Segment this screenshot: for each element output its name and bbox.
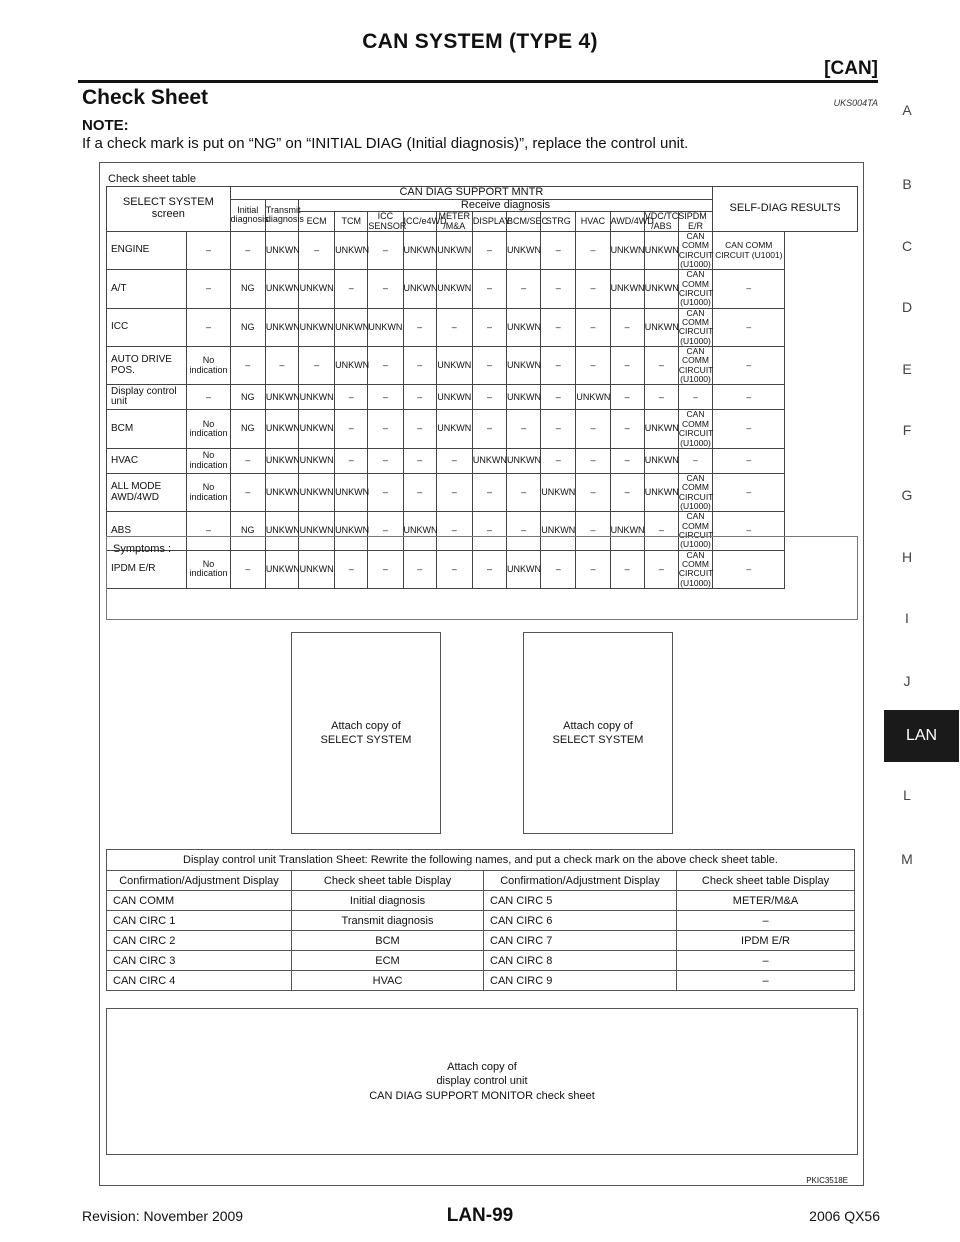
receive-cell: UNKWN <box>298 385 334 410</box>
side-index-letter[interactable]: A <box>902 102 912 118</box>
receive-cell: UNKWN <box>507 448 541 473</box>
self-diag-cell: – <box>678 448 712 473</box>
side-index-letter[interactable]: E <box>902 361 912 377</box>
self-diag-cell: – <box>713 270 785 308</box>
footer-revision: Revision: November 2009 <box>82 1208 244 1224</box>
self-diag-cell: CAN COMM CIRCUIT (U1000) <box>678 230 714 269</box>
receive-cell: – <box>368 347 403 385</box>
receive-cell: – <box>403 347 436 385</box>
receive-cell: – <box>610 308 644 346</box>
receive-cell: UNKWN <box>576 385 610 410</box>
page-number: LAN-99 <box>446 1205 514 1226</box>
receive-cell: – <box>472 550 506 588</box>
self-diag-cell: – <box>713 512 785 550</box>
receive-cell: – <box>576 448 610 473</box>
receive-cell: – <box>436 550 472 588</box>
receive-cell: – <box>610 473 644 511</box>
receive-cell: – <box>298 231 334 269</box>
receive-cell: – <box>403 308 436 346</box>
receive-cell: UNKWN <box>541 473 576 511</box>
receive-cell: – <box>610 385 644 410</box>
confirmation-display-cell: CAN CIRC 1 <box>107 911 292 931</box>
receive-cell: – <box>335 410 368 448</box>
self-diag-cell: – <box>713 473 785 511</box>
receive-cell: UNKWN <box>403 512 436 550</box>
receive-cell: UNKWN <box>436 410 472 448</box>
initial-diag-cell: No indication <box>187 347 230 385</box>
receive-cell: – <box>368 550 403 588</box>
receive-cell: UNKWN <box>335 512 368 550</box>
receive-cell: – <box>472 308 506 346</box>
check-sheet-display-cell: METER/M&A <box>677 891 855 911</box>
system-name: IPDM E/R <box>107 550 187 588</box>
transmit-diag-cell: – <box>230 448 265 473</box>
check-sheet-display-cell: HVAC <box>292 971 484 991</box>
receive-cell: – <box>368 231 403 269</box>
receive-cell: – <box>541 347 576 385</box>
receive-cell: – <box>472 385 506 410</box>
receive-cell: – <box>541 231 576 269</box>
receive-cell: – <box>507 270 541 308</box>
check-sheet-display-cell: – <box>677 911 855 931</box>
transmit-diag-header: Transmit diagnosis <box>265 199 298 231</box>
receive-column-header: ECM <box>298 212 334 232</box>
initial-diag-cell: No indication <box>187 448 230 473</box>
receive-column-header: DISPLAY <box>472 212 506 232</box>
attach-left-text: Attach copy of SELECT SYSTEM <box>320 719 412 746</box>
receive-cell: UNKWN <box>507 308 541 346</box>
check-row <box>107 308 858 346</box>
receive-cell: UNKWN <box>610 512 644 550</box>
receive-cell: – <box>644 347 678 385</box>
system-name: ENGINE <box>107 231 187 269</box>
receive-cell: UNKWN <box>507 385 541 410</box>
receive-column-header: TCM <box>335 212 368 232</box>
confirmation-display-cell: CAN CIRC 5 <box>484 891 677 911</box>
receive-cell: – <box>472 347 506 385</box>
receive-cell: UNKWN <box>644 231 678 269</box>
translation-header: Check sheet table Display <box>292 871 484 891</box>
self-diag-cell: CAN COMM CIRCUIT (U1000) <box>678 549 714 588</box>
self-diag-cell: – <box>678 385 712 410</box>
receive-cell: UNKWN <box>335 231 368 269</box>
confirmation-display-cell: CAN CIRC 9 <box>484 971 677 991</box>
receive-cell: – <box>472 231 506 269</box>
self-diag-cell: CAN COMM CIRCUIT (U1000) <box>678 346 714 385</box>
initial-diag-cell: – <box>187 512 230 550</box>
side-index-letter[interactable]: D <box>901 299 913 315</box>
receive-cell: – <box>335 270 368 308</box>
self-diag-header: SELF-DIAG RESULTS <box>713 187 858 232</box>
symptoms-label: Symptoms : <box>113 543 172 555</box>
side-tab-lan[interactable]: LAN <box>884 710 959 762</box>
receive-cell: – <box>436 448 472 473</box>
confirmation-display-cell: CAN CIRC 7 <box>484 931 677 951</box>
attach-select-system-left <box>291 632 441 834</box>
receive-cell: UNKWN <box>436 347 472 385</box>
receive-cell: UNKWN <box>298 512 334 550</box>
transmit-diag-cell: – <box>230 231 265 269</box>
translation-header: Confirmation/Adjustment Display <box>107 871 292 891</box>
transmit-diag-cell: NG <box>230 308 265 346</box>
note-text: If a check mark is put on “NG” on “INITIAL DIAG (Initial diagnosis)”, replace the control unit. <box>82 135 689 152</box>
initial-diag-cell: No indication <box>187 410 230 448</box>
check-sheet-display-cell: ECM <box>292 951 484 971</box>
check-row <box>107 270 858 308</box>
receive-cell: UNKWN <box>403 270 436 308</box>
receive-cell: – <box>403 385 436 410</box>
receive-column-header: AWD/4WD <box>610 212 644 232</box>
receive-cell: – <box>472 410 506 448</box>
receive-cell: – <box>472 270 506 308</box>
receive-cell: – <box>610 347 644 385</box>
receive-cell: UNKWN <box>298 270 334 308</box>
receive-cell: – <box>541 270 576 308</box>
side-index-letter[interactable]: L <box>903 787 911 803</box>
receive-cell: – <box>576 347 610 385</box>
receive-cell: UNKWN <box>265 231 298 269</box>
check-sheet-display-cell: IPDM E/R <box>677 931 855 951</box>
receive-cell: – <box>541 385 576 410</box>
initial-diag-header: Initial diagnosis <box>230 199 265 231</box>
self-diag-cell: – <box>713 550 785 588</box>
receive-cell: – <box>576 473 610 511</box>
side-index-letter[interactable]: F <box>902 422 912 438</box>
confirmation-display-cell: CAN CIRC 2 <box>107 931 292 951</box>
receive-cell: – <box>541 448 576 473</box>
receive-cell: – <box>403 448 436 473</box>
receive-cell: – <box>576 231 610 269</box>
receive-cell: UNKWN <box>644 270 678 308</box>
attach-bottom-text: Attach copy of display control unit CAN DIAG SUPPORT MONITOR check sheet <box>369 1061 595 1102</box>
translation-row <box>107 891 855 911</box>
transmit-diag-cell: NG <box>230 410 265 448</box>
transmit-diag-cell: NG <box>230 385 265 410</box>
self-diag-cell: – <box>713 448 785 473</box>
system-name: BCM <box>107 410 187 448</box>
receive-cell: UNKWN <box>644 308 678 346</box>
symptoms-box[interactable] <box>106 536 858 620</box>
initial-diag-cell: – <box>187 270 230 308</box>
self-diag-cell: CAN COMM CIRCUIT (U1000) <box>678 409 714 448</box>
receive-cell: – <box>576 410 610 448</box>
system-name: HVAC <box>107 448 187 473</box>
receive-cell: UNKWN <box>298 410 334 448</box>
self-diag-cell: – <box>713 308 785 346</box>
transmit-diag-cell: – <box>230 347 265 385</box>
receive-cell: UNKWN <box>507 347 541 385</box>
receive-cell: – <box>368 270 403 308</box>
side-index-letter[interactable]: G <box>901 487 913 503</box>
receive-cell: – <box>436 512 472 550</box>
receive-cell: – <box>368 473 403 511</box>
receive-cell: UNKWN <box>265 473 298 511</box>
self-diag-cell: – <box>713 385 785 410</box>
system-name: AUTO DRIVE POS. <box>107 347 187 385</box>
receive-cell: – <box>576 308 610 346</box>
self-diag-cell: – <box>713 410 785 448</box>
check-row <box>107 410 858 448</box>
receive-cell: UNKWN <box>472 448 506 473</box>
translation-sheet <box>106 849 855 991</box>
receive-cell: – <box>403 473 436 511</box>
receive-cell: UNKWN <box>610 270 644 308</box>
transmit-diag-cell: NG <box>230 270 265 308</box>
self-diag-cell: CAN COMM CIRCUIT (U1000) <box>678 472 714 511</box>
receive-cell: UNKWN <box>298 448 334 473</box>
receive-cell: UNKWN <box>436 385 472 410</box>
self-diag-cell: CAN COMM CIRCUIT (U1000) <box>678 307 714 346</box>
receive-cell: – <box>541 308 576 346</box>
self-diag-cell: – <box>713 347 785 385</box>
translation-row <box>107 971 855 991</box>
receive-cell: – <box>507 473 541 511</box>
translation-header: Confirmation/Adjustment Display <box>484 871 677 891</box>
note-label: NOTE: <box>82 117 129 134</box>
receive-column-header: HVAC <box>576 212 610 232</box>
receive-cell: UNKWN <box>507 231 541 269</box>
system-name: Display control unit <box>107 385 187 410</box>
confirmation-display-cell: CAN CIRC 3 <box>107 951 292 971</box>
receive-cell: UNKWN <box>265 512 298 550</box>
receive-cell: UNKWN <box>298 308 334 346</box>
receive-column-header: IPDM E/R <box>678 212 712 232</box>
receive-cell: – <box>436 473 472 511</box>
receive-cell: – <box>507 512 541 550</box>
receive-cell: UNKWN <box>335 473 368 511</box>
check-row <box>107 385 858 410</box>
check-sheet-display-cell: BCM <box>292 931 484 951</box>
receive-cell: UNKWN <box>265 550 298 588</box>
transmit-diag-cell: – <box>230 473 265 511</box>
receive-cell: UNKWN <box>507 550 541 588</box>
receive-diag-header: Receive diagnosis <box>298 199 712 212</box>
receive-column-header: STRG <box>541 212 576 232</box>
check-row <box>107 231 858 269</box>
check-sheet-display-cell: – <box>677 951 855 971</box>
page-title: CAN SYSTEM (TYPE 4) <box>362 30 598 53</box>
translation-title: Display control unit Translation Sheet: Rewrite the following names, and put a check mark on the above check sheet table. <box>107 850 855 871</box>
side-index-letter[interactable]: M <box>901 851 913 867</box>
receive-cell: – <box>403 410 436 448</box>
receive-cell: – <box>610 550 644 588</box>
receive-cell: – <box>472 473 506 511</box>
initial-diag-cell: No indication <box>187 550 230 588</box>
receive-cell: UNKWN <box>436 270 472 308</box>
receive-cell: – <box>368 410 403 448</box>
receive-cell: UNKWN <box>335 308 368 346</box>
transmit-diag-cell: NG <box>230 512 265 550</box>
receive-cell: – <box>576 550 610 588</box>
receive-cell: – <box>472 512 506 550</box>
receive-cell: UNKWN <box>436 231 472 269</box>
receive-cell: – <box>335 550 368 588</box>
receive-cell: UNKWN <box>335 347 368 385</box>
self-diag-cell: CAN COMM CIRCUIT (U1000) <box>678 511 714 550</box>
receive-cell: – <box>335 448 368 473</box>
check-sheet-display-cell: Initial diagnosis <box>292 891 484 911</box>
receive-cell: – <box>541 410 576 448</box>
initial-diag-cell: – <box>187 308 230 346</box>
check-sheet-display-cell: Transmit diagnosis <box>292 911 484 931</box>
translation-header: Check sheet table Display <box>677 871 855 891</box>
system-name: ALL MODE AWD/4WD <box>107 473 187 511</box>
table-caption: Check sheet table <box>108 173 197 185</box>
receive-cell: UNKWN <box>541 512 576 550</box>
receive-cell: UNKWN <box>265 308 298 346</box>
receive-cell: UNKWN <box>265 385 298 410</box>
receive-cell: – <box>644 550 678 588</box>
confirmation-display-cell: CAN CIRC 6 <box>484 911 677 931</box>
receive-cell: – <box>610 448 644 473</box>
receive-cell: – <box>368 385 403 410</box>
initial-diag-cell: – <box>187 385 230 410</box>
initial-diag-cell: – <box>187 231 230 269</box>
receive-cell: UNKWN <box>403 231 436 269</box>
receive-cell: UNKWN <box>644 473 678 511</box>
self-diag-cell: CAN COMM CIRCUIT (U1001) <box>713 231 785 269</box>
receive-cell: UNKWN <box>298 550 334 588</box>
transmit-diag-cell: – <box>230 550 265 588</box>
receive-cell: UNKWN <box>610 231 644 269</box>
receive-column-header: BCM/SEC <box>507 212 541 232</box>
receive-cell: – <box>368 448 403 473</box>
receive-cell: UNKWN <box>644 410 678 448</box>
attach-select-system-right <box>523 632 673 834</box>
side-index-letter[interactable]: J <box>903 673 911 689</box>
receive-cell: – <box>541 550 576 588</box>
check-row <box>107 448 858 473</box>
receive-column-header: METER /M&A <box>436 212 472 232</box>
footer-model: 2006 QX56 <box>809 1208 880 1224</box>
side-index-letter[interactable]: I <box>905 610 909 626</box>
support-monitor-header: CAN DIAG SUPPORT MNTR <box>230 187 712 200</box>
receive-cell: – <box>576 270 610 308</box>
system-name: ICC <box>107 308 187 346</box>
confirmation-display-cell: CAN COMM <box>107 891 292 911</box>
section-tag: [CAN] <box>824 58 878 79</box>
check-row <box>107 473 858 511</box>
initial-diag-cell: No indication <box>187 473 230 511</box>
figure-code: PKIC3518E <box>806 1176 848 1185</box>
receive-cell: – <box>335 385 368 410</box>
system-name: A/T <box>107 270 187 308</box>
receive-cell: – <box>610 410 644 448</box>
receive-cell: UNKWN <box>298 473 334 511</box>
receive-cell: UNKWN <box>368 308 403 346</box>
receive-cell: UNKWN <box>265 410 298 448</box>
select-system-header: SELECT SYSTEM screen <box>107 187 231 232</box>
side-index-letter[interactable]: H <box>901 549 913 565</box>
translation-row <box>107 931 855 951</box>
receive-cell: – <box>507 410 541 448</box>
check-sheet-table <box>106 186 858 589</box>
receive-cell: – <box>436 308 472 346</box>
confirmation-display-cell: CAN CIRC 4 <box>107 971 292 991</box>
receive-cell: – <box>644 385 678 410</box>
receive-column-header: VDC/TCS /ABS <box>644 211 685 231</box>
check-row <box>107 347 858 385</box>
receive-cell: UNKWN <box>644 448 678 473</box>
attach-right-text: Attach copy of SELECT SYSTEM <box>552 719 644 746</box>
receive-cell: – <box>403 550 436 588</box>
attach-diag-monitor <box>106 1008 858 1155</box>
confirmation-display-cell: CAN CIRC 8 <box>484 951 677 971</box>
reference-code: UKS004TA <box>833 98 878 108</box>
translation-row <box>107 911 855 931</box>
system-name: ABS <box>107 512 187 550</box>
receive-cell: – <box>576 512 610 550</box>
self-diag-cell: CAN COMM CIRCUIT (U1000) <box>678 269 714 308</box>
side-index-letter[interactable]: B <box>902 176 912 192</box>
side-index-letter[interactable]: C <box>901 238 913 254</box>
receive-cell: UNKWN <box>265 270 298 308</box>
check-sheet-heading: Check Sheet <box>82 86 209 109</box>
receive-cell: – <box>298 347 334 385</box>
receive-column-header: ICC/e4WD <box>403 212 436 232</box>
header-rule <box>78 80 878 83</box>
receive-cell: – <box>368 512 403 550</box>
receive-column-header: ICC SENSOR <box>368 211 407 231</box>
receive-cell: UNKWN <box>265 448 298 473</box>
receive-cell: – <box>265 347 298 385</box>
translation-row <box>107 951 855 971</box>
receive-cell: – <box>644 512 678 550</box>
check-sheet-display-cell: – <box>677 971 855 991</box>
